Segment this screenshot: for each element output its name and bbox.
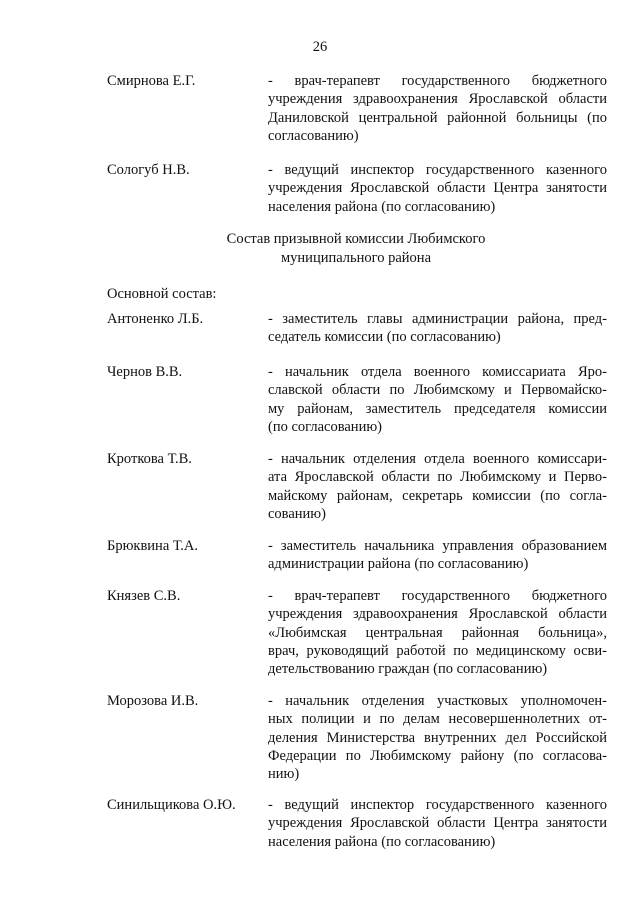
description-line: учреждения здравоохранения Ярославской области bbox=[268, 606, 607, 623]
description-line: му районам, заместитель председателя комиссии bbox=[268, 400, 607, 417]
description-line: - начальник отделения отдела военного комиссари- bbox=[268, 451, 607, 467]
description-line: Федерации по Любимскому району (по согласова- bbox=[268, 747, 607, 764]
description-line: - врач-терапевт государственного бюджетного bbox=[268, 588, 607, 604]
member-name: Синильщикова О.Ю. bbox=[107, 797, 236, 813]
main-composition-label: Основной состав: bbox=[107, 286, 217, 302]
description-line: деления Министерства внутренних дел Российской bbox=[268, 729, 607, 746]
member-name: Чернов В.В. bbox=[107, 364, 183, 380]
description-line: - начальник отделения участковых уполномочен- bbox=[268, 693, 607, 709]
member-name: Брюквина Т.А. bbox=[107, 538, 199, 554]
member-description bbox=[268, 310, 607, 347]
member-name: Кроткова Т.В. bbox=[107, 451, 192, 467]
description-line: согласованию) bbox=[268, 127, 359, 144]
member-description bbox=[268, 161, 607, 216]
member-description bbox=[268, 72, 607, 145]
member-name: Сологуб Н.В. bbox=[107, 162, 190, 178]
description-line: - врач-терапевт государственного бюджетного bbox=[268, 73, 607, 89]
description-line: (по согласованию) bbox=[268, 418, 382, 435]
member-name: Смирнова Е.Г. bbox=[107, 73, 196, 89]
description-line: «Любимская центральная районная больница», bbox=[268, 624, 607, 641]
page-number: 26 bbox=[312, 39, 328, 55]
description-line: Даниловской центральной районной больницы (по bbox=[268, 109, 607, 126]
member-name: Морозова И.В. bbox=[107, 693, 199, 709]
member-description bbox=[268, 363, 607, 436]
description-line: - ведущий инспектор государственного казенного bbox=[268, 162, 607, 178]
section-heading bbox=[0, 230, 640, 267]
member-description bbox=[268, 537, 607, 574]
section-heading-line: муниципального района bbox=[281, 249, 431, 266]
description-line: населения района (по согласованию) bbox=[268, 833, 496, 850]
description-line: майскому районам, секретарь комиссии (по согла- bbox=[268, 487, 607, 504]
description-line: седатель комиссии (по согласованию) bbox=[268, 329, 501, 346]
description-line: ата Ярославской области по Любимскому и Перво- bbox=[268, 469, 607, 486]
member-name: Князев С.В. bbox=[107, 588, 181, 604]
description-line: - заместитель начальника управления образованием bbox=[268, 538, 607, 554]
description-line: - заместитель главы администрации района, пред- bbox=[268, 311, 607, 327]
description-line: - начальник отдела военного комиссариата Яро- bbox=[268, 364, 607, 380]
description-line: населения района (по согласованию) bbox=[268, 198, 496, 215]
section-heading-line: Состав призывной комиссии Любимского bbox=[226, 231, 486, 247]
member-name: Антоненко Л.Б. bbox=[107, 311, 204, 327]
description-line: врач, руководящий работой по медицинскому осви- bbox=[268, 642, 607, 659]
description-line: нию) bbox=[268, 766, 300, 783]
member-description bbox=[268, 796, 607, 851]
description-line: ных полиции и по делам несовершеннолетних от- bbox=[268, 711, 607, 728]
description-line: учреждения Ярославской области Центра занятости bbox=[268, 180, 607, 197]
description-line: детельствованию граждан (по согласованию) bbox=[268, 661, 548, 678]
description-line: сованию) bbox=[268, 505, 326, 522]
member-description bbox=[268, 692, 607, 783]
member-description bbox=[268, 450, 607, 523]
description-line: - ведущий инспектор государственного казенного bbox=[268, 797, 607, 813]
description-line: учреждения здравоохранения Ярославской области bbox=[268, 91, 607, 108]
description-line: учреждения Ярославской области Центра занятости bbox=[268, 815, 607, 832]
description-line: администрации района (по согласованию) bbox=[268, 556, 529, 573]
description-line: славской области по Любимскому и Первомайско- bbox=[268, 382, 607, 399]
member-description bbox=[268, 587, 607, 678]
